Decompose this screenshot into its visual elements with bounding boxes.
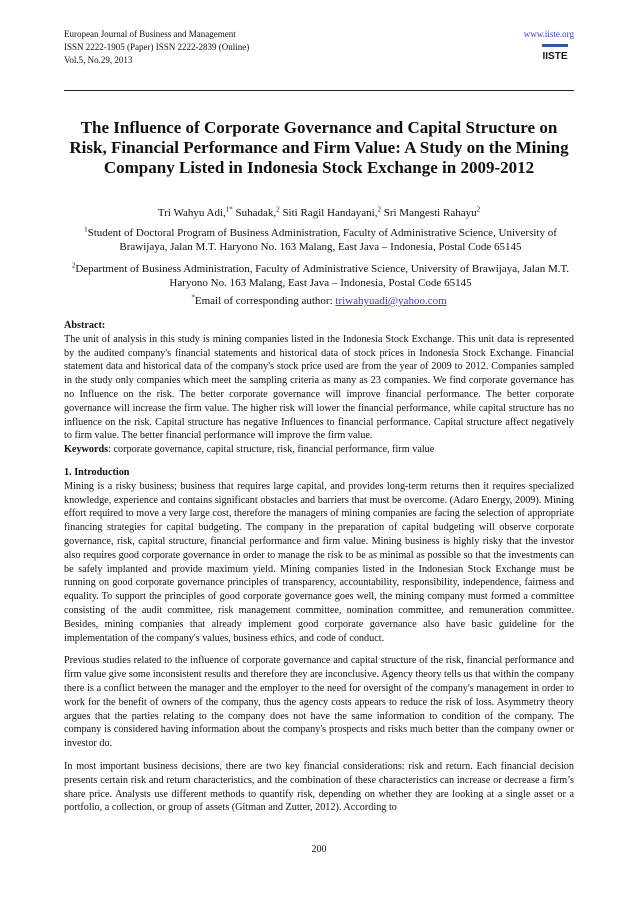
author-2: Suhadak,$^2$ — [232, 205, 280, 219]
abstract-heading: Abstract: — [64, 320, 106, 331]
page-number: 200 — [311, 844, 327, 855]
running-header — [64, 28, 574, 67]
volume-line: Vol.5, No.29, 2013 — [64, 55, 133, 65]
iiste-logo — [540, 42, 570, 64]
logo-text: IISTE — [542, 51, 568, 62]
journal-name: European Journal of Business and Management — [64, 29, 236, 39]
abstract-text: The unit of analysis in this study is mining companies listed in the Indonesia Stock Exchange. This unit data is represented by the audited company's financial statements and historical data of stock prices in Indonesia Stock Exchange. Financial statement data and historical data of the company's stock price used are from the year of 2009 to 2012. Companies sampled in the study only companies which meet the sampling criteria as many as 23 companies. We find corporate governance has no Influence on the risk. The better corporate governance will improve financial performance. The better corporate governance will increase the firm value. The higher risk will lower the financial performance, while capital structure has no influence on the risk. Capital structure has negative Influences to financial performance. Capital structure affect negatively to firm value. The better financial performance will improve the firm value. — [64, 333, 574, 442]
affiliation-2: $^2$Department of Business Administration, Faculty of Administrative Science, University of Brawijaya, Jalan M.T. Haryono No. 163 Malang, East Java – Indonesia, Postal Code 65145 — [71, 261, 570, 289]
journal-url-link[interactable]: www.iiste.org — [523, 29, 574, 39]
author-list — [64, 206, 574, 220]
author-3: Siti Ragil Handayani,$^2$ — [279, 205, 381, 219]
author-1: Tri Wahyu Adi,$^{1*}$ — [157, 205, 233, 219]
corresponding-email: *Email of corresponding author: triwahyuadi@yahoo.com — [191, 293, 447, 307]
email-link[interactable]: triwahyuadi@yahoo.com — [335, 295, 447, 307]
section-heading-introduction: 1. Introduction — [64, 466, 130, 478]
header-rule — [64, 90, 574, 91]
keywords-line: Keywords: corporate governance, capital structure, risk, financial performance, firm value — [64, 444, 435, 456]
paper-title: The Influence of Corporate Governance and Capital Structure on Risk, Financial Performance and Firm Value: A Study on the Mining Company Listed in Indonesia Stock Exchange in 2009-2012 — [69, 118, 569, 177]
author-4: Sri Mangesti Rahayu$^2$ — [380, 205, 481, 219]
paper-body — [64, 319, 574, 815]
issn-line: ISSN 2222-1905 (Paper) ISSN 2222-2839 (Online) — [64, 42, 250, 52]
intro-paragraph-3: In most important business decisions, there are two key financial considerations: risk and return. Each financial decision presents certain risk and return characteristics, and the combination of these characteristics can increase or decrease a firm’s share price. Analysts use different methods to quantify risk, depending on whether they are looking at a single asset or a portfolio, a collection, or group of assets (Gitman and Zutter, 2012). According to — [64, 760, 574, 814]
intro-paragraph-2: Previous studies related to the influence of corporate governance and capital structure of the risk, financial performance and firm value give some inconsistent results and therefore they are inconclusive. Agency theory tells us that within the company there is a conflict between the manager and the employer to the need for oversight of the company's management in order to work for the benefit of owners of the company, thus the agency costs appears to reduce the risk of loss. Asymmetry theory argues that the parties relating to the company does not have the same information to condition of the company. The company is considered having information about the company's prospects and risks much better than the company owner or investor do. — [64, 655, 574, 750]
affiliation-1: $^1$Student of Doctoral Program of Business Administration, Faculty of Administrative Science, University of Brawijaya, Jalan M.T. Haryono No. 163 Malang, East Java – Indonesia, Postal Code 65145 — [84, 225, 557, 253]
intro-paragraph-1: Mining is a risky business; business that requires large capital, and provides long-term returns then it requires specialized knowledge, experience and contains significant obstacles and barriers that must be overcome. (Adaro Energy, 2009). Mining effort required to move a very large cost, therefore the managers of mining companies are facing the selection of appropriate financing strategies for capital budgeting. The company in the preparation of capital budgeting will observe corporate governance, risk, capital structure, financial performance and firm value. Mining business is highly risky that the investor also requires good corporate governance in order to manage the risk to be as minimal as possible so that the investments can be safely implanted and provide maximum yield. Mining companies listed in the Indonesian Stock Exchange must be running on good corporate governance principles of transparency, accountability, responsibility, independence, fairness and equality. To support the principles of good corporate governance goes well, the mining company must formed a committee consisting of the audit committee, risk management committee, nomination committee, and remuneration committee. Besides, mining companies that already implement good corporate governance also have basic guideline for the implementation of the company's values, business ethics, and code of conduct. — [64, 480, 574, 644]
